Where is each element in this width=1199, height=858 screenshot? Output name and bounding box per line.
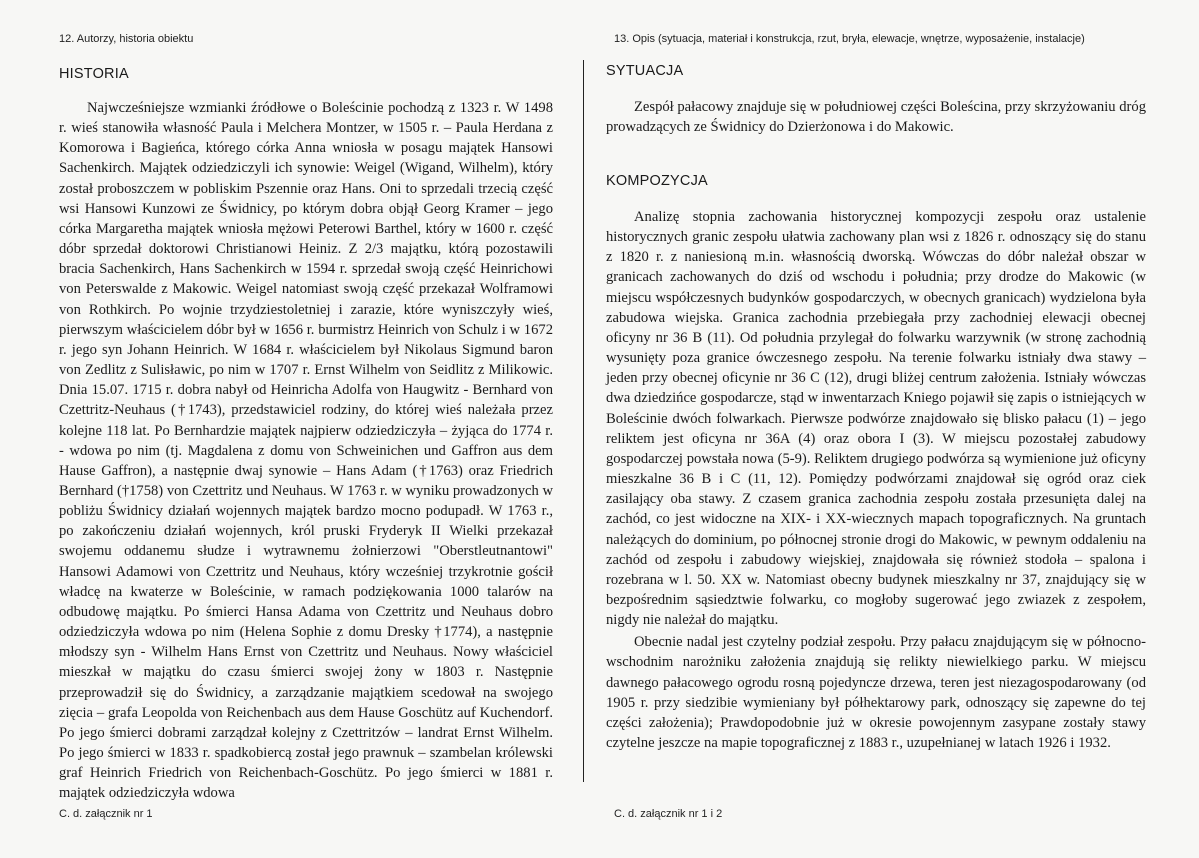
sytuacja-paragraph: Zespół pałacowy znajduje się w południowej części Boleścina, przy skrzyżowaniu dróg prowadzących ze Świdnicy do Dzierżonowa i do Makowic. xyxy=(606,99,1146,136)
historia-paragraph: Najwcześniejsze wzmianki źródłowe o Boleścinie pochodzą z 1323 r. W 1498 r. wieś stanowiła własność Paula i Melchera Montzer, w 1505 r. – Paula Herdana z Komorowa i Bagieńca, którego córka Anna wniosła w posagu majątek Hansowi Sachenkirch. Majątek odziedziczyli ich synowie: Weigel (Wigand, Wilhelm), który został proboszczem w pobliskim Pszennie oraz Hans. Oni to sprzedali trzecią część wsi Hansowi Kunzowi ze Świdnicy, po którym dobra objął Georg Kramer – jego córka Margaretha majątek wniosła mężowi Peterowi Barthel, który w 1600 r. część dóbr sprzedał doktorowi Christianowi Heiniz. Z 2/3 majątku, którą pozostawili bracia Sachenkirch, Hans Sachenkirch w 1594 r. sprzedał swoją część Heinrichowi von Peterswalde z Makowic. Weigel natomiast swoją część przekazał Wolframowi von Rothkirch. Po wojnie trzydziestoletniej i zarazie, które wyniszczyły wieś, pierwszym właścicielem dóbr był w 1656 r. burmistrz Heinrich von Schulz i w 1672 r. jego syn Johann Heinrich. W 1684 r. właścicielem był Nikolaus Sigmund baron von Zedlitz z Sulisławic, po nim w 1707 r. Ernst Wilhelm von Seidlitz z Milikowic. Dnia 15.07. 1715 r. dobra nabył od Heinricha Adolfa von Haugwitz - Bernhard von Czettritz-Neuhaus (†1743), przedstawiciel rodziny, do której wieś należała przez kolejne 118 lat. Po Bernhardzie majątek najpierw odziedziczyła – żyjąca do 1774 r. - wdowa po nim (tj. Magdalena z domu von Schweinichen und Gaffron aus dem Hause Gaffron), a następnie dwaj synowie – Hans Adam (†1763) oraz Friedrich Bernhard (†1758) von Czettritz und Neuhaus. W 1763 r. w wyniku prowadzonych w pobliżu Świdnicy działań wojennych majątek bardzo mocno podupadł. W 1763 r., po zakończeniu działań wojennych, król pruski Fryderyk II Wielki przekazał swojemu oddanemu słudze i wytrawnemu żołnierzowi "Oberstleutnantowi" Hansowi Adamowi von Czettritz und Neuhaus, który wcześniej trzykrotnie gościł władcę na kwaterze w Boleścinie, w ramach podziękowania 1000 talarów na odbudowę majątku. Po śmierci Hansa Adama von Czettritz und Neuhaus dobro odziedziczyła wdowa po nim (Helena Sophie z domu Dresky †1774), a następnie młodszy syn - Wilhelm Hans Ernst von Czettritz und Neuhaus. Nowy właściciel mieszkał w majątku do czasu śmierci swojej żony w 1803 r. Następnie przeprowadził się do Świdnicy, a zarządzanie majątkiem scedował na swojego zięcia – grafa Leopolda von Reichenbach aus dem Hause Goschütz auf Kuchendorf. Po jego śmierci dobrami zarządzał kolejny z Czettritzów – landrat Ernst Wilhelm. Po jego śmierci w 1833 r. spadkobiercą został jego prawnuk – szambelan królewski graf Heinrich Friedrich von Reichenbach-Goschütz. Po jego śmierci w 1881 r. majątek odziedziczyła wdowa xyxy=(59,100,553,802)
right-page-footer: C. d. załącznik nr 1 i 2 xyxy=(614,808,723,820)
section-heading-sytuacja: SYTUACJA xyxy=(606,63,684,79)
left-page-header: 12. Autorzy, historia obiektu xyxy=(59,33,194,45)
sytuacja-text xyxy=(606,97,1146,137)
kompozycja-text xyxy=(606,207,1146,753)
section-heading-kompozycja: KOMPOZYCJA xyxy=(606,173,708,189)
kompozycja-paragraph-2: Obecnie nadal jest czytelny podział zespołu. Przy pałacu znajdującym się w północno-wschodnim narożniku założenia znajdują się relikty niewielkiego parku. W miejscu dawnego pałacowego ogrodu rosną pojedyncze drzewa, teren jest niezagospodarowany (od 1905 r. przy siedzibie wymieniany był półhektarowy park, odnoszący się zapewne do tej części założenia); Prawdopodobnie już w okresie powojennym zasypane zostały stawy czytelne jeszcze na mapie topograficznej z 1883 r., uzupełnianej w latach 1926 i 1932. xyxy=(606,634,1146,752)
kompozycja-paragraph-1: Analizę stopnia zachowania historycznej kompozycji zespołu oraz ustalenie historycznych granic zespołu ułatwia zachowany plan wsi z 1826 r. odnoszący się do stanu z 1820 r. z naniesioną m.in. własnością dworską. Wówczas do dóbr należał obszar w granicach zachowanych do dziś od wschodu i południa; przy drodze do Makowic (w miejscu współczesnych budynków gospodarczych, w obecnych granicach) wydzielona była zabudowa wiejska. Granica zachodnia przebiegała przy zachodniej elewacji obecnej oficyny nr 36 B (11). Od południa przylegał do folwarku warzywnik (w stronę zachodnią wysunięty poza granice ówczesnego zespołu. Na terenie folwarku istniały dwa stawy – jeden przy obecnej oficynie nr 36 C (12), drugi bliżej centrum założenia. Istniały wówczas dwa dziedzińce gospodarcze, stąd w inwentarzach Kniego pojawił się zapis o istniejących w Boleścinie dwóch folwarkach. Pierwsze podwórze znajdowało się blisko pałacu (1) – jego reliktem jest oficyna nr 36A (4) oraz obora I (3). W miejscu pozostałej zabudowy gospodarczej powstała nowa (5-9). Reliktem drugiego podwórza są wymienione już oficyny mieszkalne 36 B i C (11, 12). Pomiędzy podwórzami znajdował się ogród oraz ciek zasilający oba stawy. Z czasem granica zachodnia zespołu została przesunięta dalej na zachód, co jest widoczne na XIX- i XX-wiecznych mapach topograficznych. Na gruntach należących do dominium, po północnej stronie drogi do Makowic, w pewnym oddaleniu na zachód od zespołu i zabudowy wiejskiej, znajdowała się również stodoła – spalona i rozebrana w l. 50. XX w. Natomiast obecny budynek mieszkalny nr 37, znajdujący się w bezpośrednim sąsiedztwie folwarku, co mogłoby sugerować jego zwiazek z zespołem, nigdy nie należał do majątku. xyxy=(606,209,1146,629)
historia-text xyxy=(59,98,553,803)
column-divider xyxy=(583,60,584,782)
right-page-header: 13. Opis (sytuacja, materiał i konstrukcja, rzut, bryła, elewacje, wnętrze, wyposażenie, instalacje) xyxy=(614,33,1085,45)
section-heading-historia: HISTORIA xyxy=(59,66,129,82)
right-page xyxy=(592,0,1199,858)
left-page xyxy=(0,0,591,858)
left-page-footer: C. d. załącznik nr 1 xyxy=(59,808,153,820)
